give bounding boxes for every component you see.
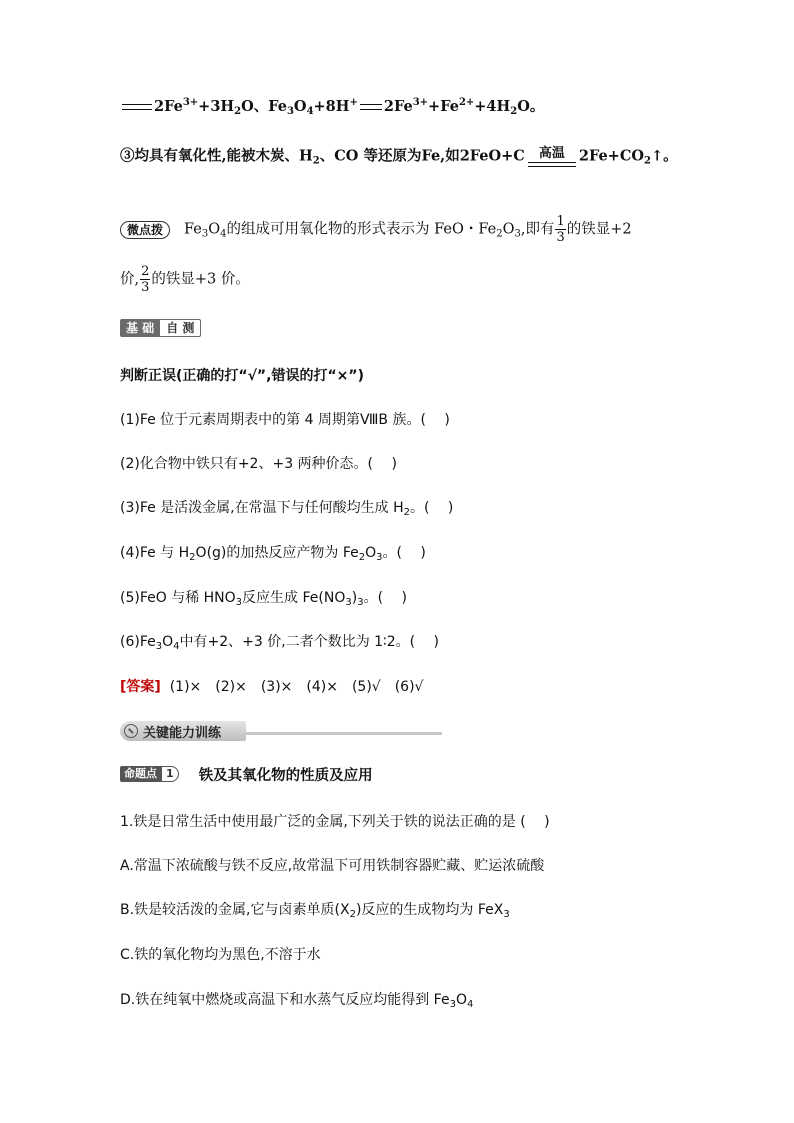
option-c: C.铁的氧化物均为黑色,不溶于水 [120,947,321,963]
option-d: D.铁在纯氧中燃烧或高温下和水蒸气反应均能得到 $Fe_3O_4$ [120,992,474,1010]
section-header: 关键能力训练 [120,721,442,741]
answer-line: [答案] (1)× (2)× (3)× (4)× (5)√ (6)√ [120,679,424,695]
judge-item-4: (4)Fe 与 $H_2O(g)$的加热反应产物为 $Fe_2O_3$。( ) [120,545,426,563]
equation-line-1: $2Fe^{3+}+3H_2O$、$Fe_3O_4+8H^+$ $2Fe^{3+}+Fe^{2+}+4H_2O$。 [120,97,544,117]
fraction-one-third: $\frac{1}{3}$ [556,214,565,245]
reaction-condition: 高温 [528,146,576,167]
option-a: A.常温下浓硫酸与铁不反应,故常温下可用铁制容器贮藏、贮运浓硫酸 [120,858,545,874]
self-test-tag: 基 础 自 测 [120,319,201,337]
equals-sign [122,104,152,110]
no-entry-icon [124,724,138,738]
answer-key: [答案] [120,679,161,695]
judge-item-6: $(6)Fe_3O_4$中有+2、+3 价,二者个数比为 1∶2。( ) [120,634,439,652]
option-b: B.铁是较活泼的金属,它与卤素单质$(X_2)$反应的生成物均为 FeX$_3$ [120,902,510,920]
topic-point-header: 命题点 1 铁及其氧化物的性质及应用 [120,765,373,783]
equation-line-2: ③均具有氧化性,能被木炭、$H_2$、CO 等还原为Fe,如2FeO+C 高温 $2Fe+CO_2↑$。 [120,146,678,167]
judge-item-3: (3)Fe 是活泼金属,在常温下与任何酸均生成 $H_2$。( ) [120,500,454,518]
judge-item-1: (1)Fe 位于元素周期表中的第 4 周期第ⅧB 族。( ) [120,412,450,428]
judge-item-2: (2)化合物中铁只有+2、+3 两种价态。( ) [120,456,397,472]
note-tag: 微点拨 [120,221,170,239]
equals-sign [360,104,382,110]
section-divider [246,732,442,735]
judge-title: 判断正误(正确的打“√”,错误的打“×”) [120,368,364,384]
fraction-two-thirds: $\frac{2}{3}$ [141,264,150,295]
note-line-1: 微点拨 $Fe_3O_4$的组成可用氧化物的形式表示为 FeO・$Fe_2O_3$,即有 $\frac{1}{3}$ 的铁显+2 [120,214,632,245]
note-line-2: 价, $\frac{2}{3}$ 的铁显+3 价。 [120,264,250,295]
judge-item-5: (5)FeO 与稀 $HNO_3$反应生成 $Fe(NO_3)_3$。( ) [120,590,407,608]
question-stem: 1.铁是日常生活中使用最广泛的金属,下列关于铁的说法正确的是 ( ) [120,814,550,830]
